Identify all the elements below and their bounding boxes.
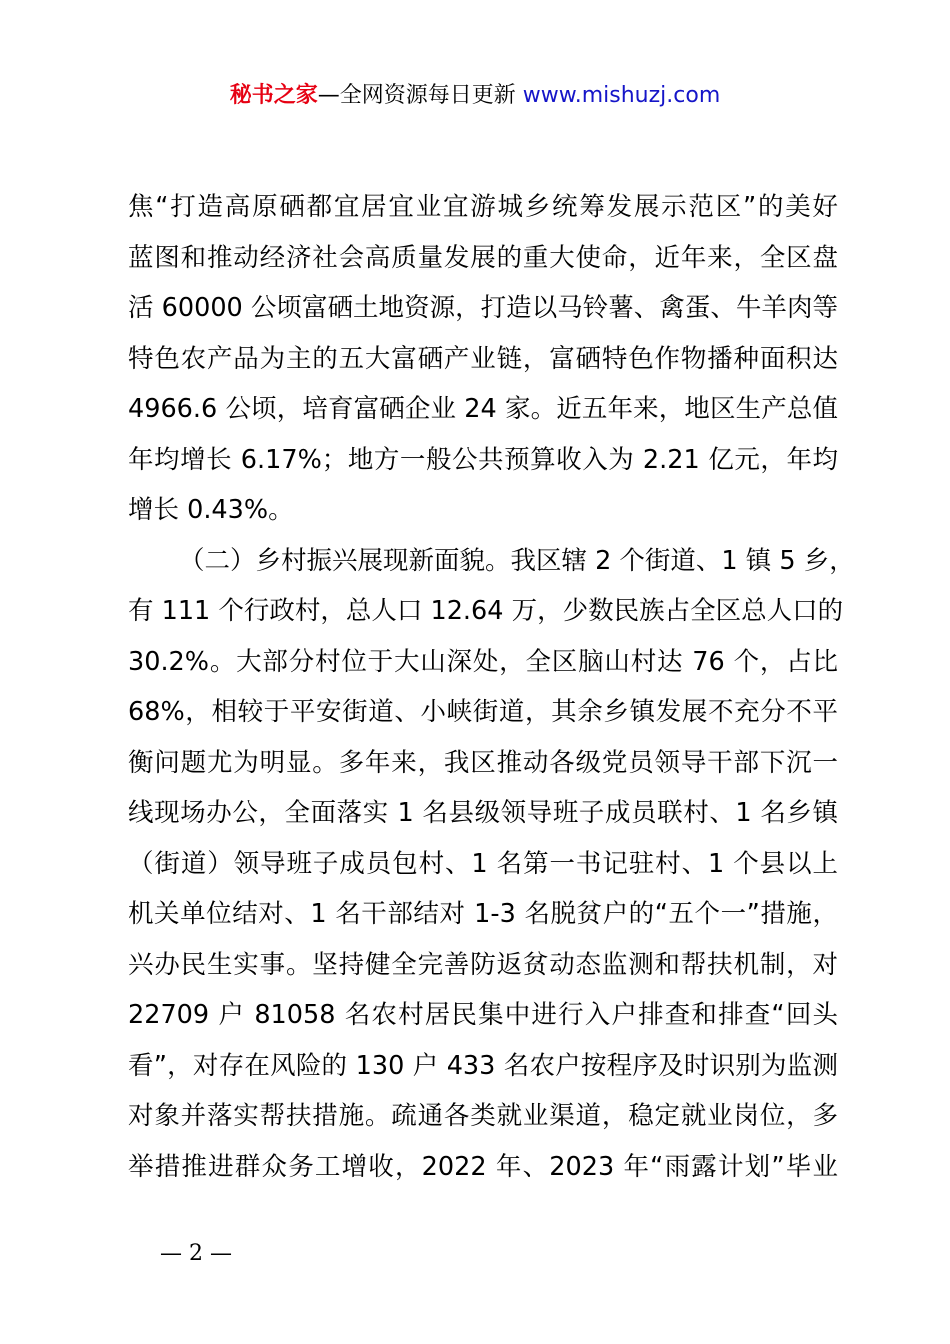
body-line: （街道）领导班子成员包村、1 名第一书记驻村、1 个县以上 [128, 848, 838, 879]
site-header [0, 80, 950, 112]
body-line: 有 111 个行政村，总人口 12.64 万，少数民族占全区总人口的 [128, 596, 844, 626]
site-url-link[interactable]: www.mishuzj.com [522, 83, 721, 108]
body-line: 增长 0.43%。 [128, 495, 294, 525]
body-line: 30.2%。大部分村位于大山深处，全区脑山村达 76 个，占比 [128, 646, 838, 677]
body-line: 4966.6 公顷，培育富硒企业 24 家。近五年来，地区生产总值 [128, 394, 838, 424]
body-line: 兴办民生实事。坚持健全完善防返贫动态监测和帮扶机制，对 [128, 949, 838, 980]
body-line: 线现场办公，全面落实 1 名县级领导班子成员联村、1 名乡镇 [128, 798, 838, 828]
body-line: 举措推进群众务工增收，2022 年、2023 年“雨露计划”毕业 [128, 1151, 838, 1182]
document-body [128, 182, 855, 1192]
body-line: 衡问题尤为明显。多年来，我区推动各级党员领导干部下沉一 [128, 747, 838, 778]
page-number: — 2 — [160, 1241, 232, 1266]
body-line: 机关单位结对、1 名干部结对 1-3 名脱贫户的“五个一”措施， [128, 899, 838, 929]
body-line: 22709 户 81058 名农村居民集中进行入户排查和排查“回头 [128, 1000, 838, 1030]
section-heading-line: （二）乡村振兴展现新面貌。我区辖 2 个街道、1 镇 5 乡， [179, 545, 855, 576]
header-tagline: —全网资源每日更新 [317, 83, 523, 108]
body-line: 焦“打造高原硒都宜居宜业宜游城乡统筹发展示范区”的美好 [128, 192, 838, 222]
body-line: 活 60000 公顷富硒土地资源，打造以马铃薯、禽蛋、牛羊肉等 [128, 293, 838, 323]
body-line: 68%，相较于平安街道、小峡街道，其余乡镇发展不充分不平 [128, 697, 838, 727]
body-line: 对象并落实帮扶措施。疏通各类就业渠道，稳定就业岗位，多 [128, 1101, 838, 1131]
brand-name: 秘书之家 [229, 83, 318, 108]
body-line: 特色农产品为主的五大富硒产业链，富硒特色作物播种面积达 [128, 343, 838, 374]
body-line: 年均增长 6.17%；地方一般公共预算收入为 2.21 亿元，年均 [128, 444, 838, 475]
body-line: 蓝图和推动经济社会高质量发展的重大使命，近年来，全区盘 [128, 242, 838, 273]
body-line: 看”，对存在风险的 130 户 433 名农户按程序及时识别为监测 [128, 1050, 838, 1081]
